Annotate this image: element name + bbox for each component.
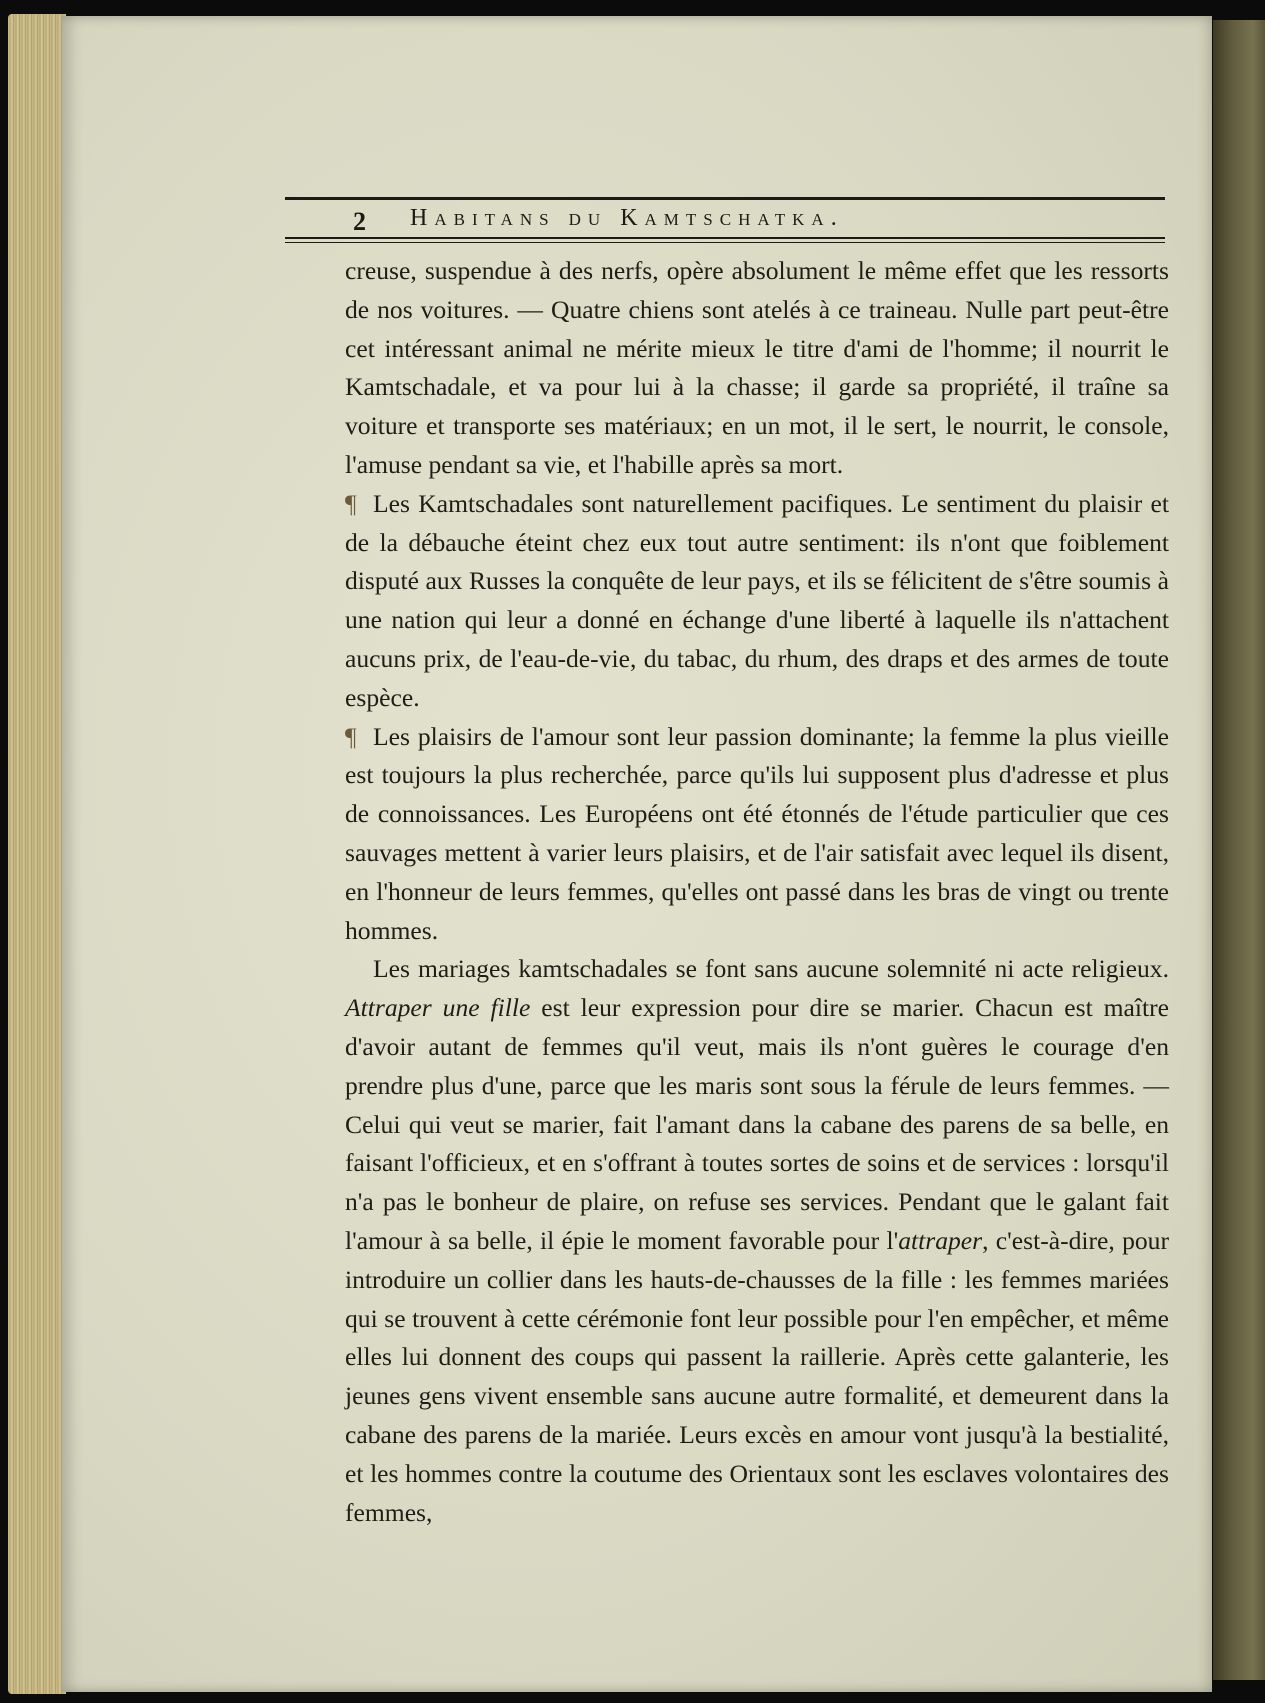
page-number: 2 [353, 207, 366, 236]
paragraph-marker: ¶ [345, 721, 357, 751]
paragraph-italic-word: attraper [898, 1225, 983, 1255]
paragraph-mariages [345, 950, 1169, 1532]
header-rule-bottom [285, 237, 1165, 239]
paragraph-text-after: , c'est-à-dire, pour introduire un collier dans les hauts-de-chausses de la fille : les femmes mariées qui se trouvent à cette cérémonie font leur possible pour l'en empêcher, et même elles lui donnent des coups qui passent la raillerie. Après cette galanterie, les jeunes gens vivent ensemble sans aucune autre formalité, et demeurent dans la cabane des parens de la mariée. Leurs excès en amour vont jusqu'à la bestialité, et les hommes contre la coutume des Orientaux sont les esclaves volontaires des femmes, [345, 1225, 1169, 1527]
paragraph-text: Les plaisirs de l'amour sont leur passion dominante; la femme la plus vieille est toujours la plus recherchée, parce qu'ils lui supposent plus d'adresse et plus de connoissances. Les Européens ont été étonnés de l'étude particulier que ces sauvages mettent à varier leurs plaisirs, et de l'air satisfait avec lequel ils disent, en l'honneur de leurs femmes, qu'elles ont passé dans les bras de vingt ou trente hommes. [345, 721, 1169, 945]
paragraph-plaisirs [345, 718, 1169, 951]
book-page-edges [8, 14, 66, 1694]
body-text [345, 252, 1169, 1532]
paragraph-marker: ¶ [345, 488, 357, 518]
paragraph-pacifiques [345, 485, 1169, 718]
paragraph-italic-phrase: Attraper une fille [345, 993, 531, 1023]
paragraph-text: Les Kamtschadales sont naturellement pacifiques. Le sentiment du plaisir et de la débauche éteint chez eux tout autre sentiment: ils n'ont que foiblement disputé aux Russes la conquête de leur pays, et ils se félicitent de s'être soumis à une nation qui leur a donné en échange d'une liberté à laquelle ils n'attachent aucuns prix, de l'eau-de-vie, du tabac, du rhum, des draps et des armes de toute espèce. [345, 488, 1169, 712]
running-title: Habitans du Kamtschatka. [410, 205, 844, 231]
page-header [285, 185, 1165, 245]
header-rule-top [285, 197, 1165, 200]
facing-page-edge [1213, 20, 1265, 1680]
paragraph-text-before: Les mariages kamtschadales se font sans aucune solemnité ni acte religieux. [373, 954, 1169, 984]
header-rule-bottom-thin [285, 242, 1165, 243]
paragraph-text-middle: est leur expression pour dire se marier. Chacun est maître d'avoir autant de femmes qu'il veut, mais ils n'ont guères le courage d'en prendre plus d'une, parce que les maris sont sous la férule de leurs femmes. — Celui qui veut se marier, fait l'amant dans la cabane des parens de sa belle, en faisant l'officieux, et en s'offrant à toutes sortes de soins et de services : lorsqu'il n'a pas le bonheur de plaire, on refuse ses services. Pendant que le galant fait l'amour à sa belle, il épie le moment favorable pour l' [345, 993, 1169, 1255]
paragraph-continuation: creuse, suspendue à des nerfs, opère absolument le même effet que les ressorts de nos voitures. — Quatre chiens sont atelés à ce traineau. Nulle part peut-être cet intéressant animal ne mérite mieux le titre d'ami de l'homme; il nourrit le Kamtschadale, et va pour lui à la chasse; il garde sa propriété, il traîne sa voiture et transporte ses matériaux; en un mot, il le sert, le nourrit, le console, l'amuse pendant sa vie, et l'habille après sa mort. [345, 256, 1169, 479]
